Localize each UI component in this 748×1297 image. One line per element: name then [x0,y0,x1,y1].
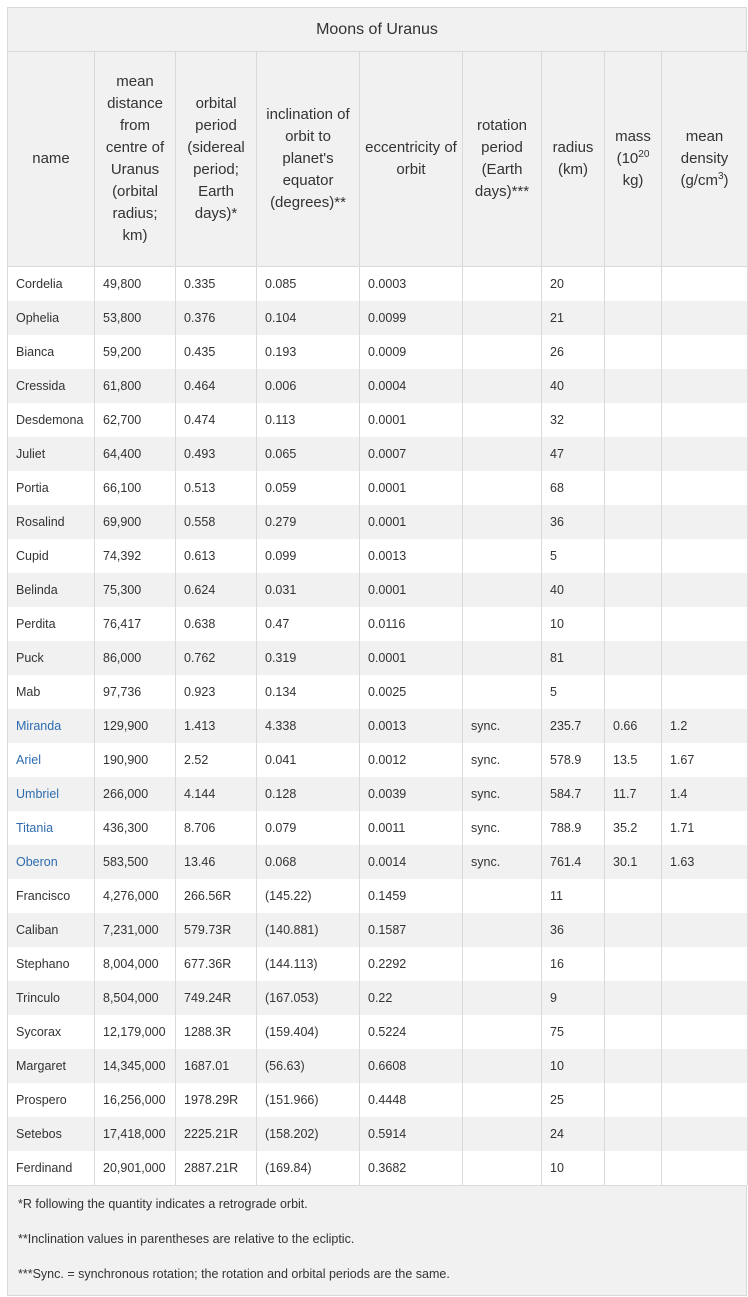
cell-rotation: sync. [463,709,542,743]
cell-mass [605,267,662,302]
cell-name: Portia [8,471,95,505]
table-row [8,777,748,811]
cell-rotation [463,1151,542,1185]
cell-name: Cordelia [8,267,95,302]
cell-inclination: 0.041 [257,743,360,777]
cell-radius: 40 [542,573,605,607]
cell-inclination: (169.84) [257,1151,360,1185]
cell-density [662,675,748,709]
cell-period: 677.36R [176,947,257,981]
cell-eccentricity: 0.0001 [360,403,463,437]
cell-period: 0.376 [176,301,257,335]
cell-radius: 26 [542,335,605,369]
cell-density [662,947,748,981]
cell-inclination: (167.053) [257,981,360,1015]
cell-period: 0.335 [176,267,257,302]
cell-distance: 64,400 [95,437,176,471]
cell-mass [605,573,662,607]
cell-radius: 5 [542,539,605,573]
cell-mass [605,913,662,947]
cell-eccentricity: 0.0025 [360,675,463,709]
cell-distance: 436,300 [95,811,176,845]
cell-eccentricity: 0.0007 [360,437,463,471]
table-row [8,539,748,573]
cell-name: Ophelia [8,301,95,335]
cell-density [662,335,748,369]
cell-density [662,879,748,913]
cell-density [662,539,748,573]
cell-eccentricity: 0.22 [360,981,463,1015]
header-rotation: rotation period (Earth days)*** [463,52,542,267]
cell-mass [605,505,662,539]
cell-distance: 8,504,000 [95,981,176,1015]
cell-radius: 10 [542,1049,605,1083]
cell-radius: 47 [542,437,605,471]
moon-link[interactable]: Oberon [8,845,95,879]
cell-name: Cupid [8,539,95,573]
cell-rotation: sync. [463,811,542,845]
cell-mass [605,1151,662,1185]
cell-name: Ferdinand [8,1151,95,1185]
cell-density [662,1049,748,1083]
cell-radius: 75 [542,1015,605,1049]
cell-distance: 7,231,000 [95,913,176,947]
cell-inclination: (151.966) [257,1083,360,1117]
cell-density [662,913,748,947]
moon-link[interactable]: Ariel [8,743,95,777]
cell-inclination: (158.202) [257,1117,360,1151]
cell-distance: 86,000 [95,641,176,675]
table-row [8,913,748,947]
cell-density [662,267,748,302]
table-row [8,811,748,845]
cell-radius: 578.9 [542,743,605,777]
header-distance: mean distance from centre of Uranus (orbital radius; km) [95,52,176,267]
cell-eccentricity: 0.0039 [360,777,463,811]
cell-name: Bianca [8,335,95,369]
cell-eccentricity: 0.0099 [360,301,463,335]
cell-distance: 61,800 [95,369,176,403]
cell-period: 749.24R [176,981,257,1015]
cell-period: 0.923 [176,675,257,709]
cell-rotation [463,505,542,539]
cell-period: 2.52 [176,743,257,777]
cell-period: 0.558 [176,505,257,539]
cell-distance: 14,345,000 [95,1049,176,1083]
table-row [8,845,748,879]
cell-distance: 76,417 [95,607,176,641]
cell-eccentricity: 0.0116 [360,607,463,641]
cell-rotation [463,1015,542,1049]
cell-density: 1.63 [662,845,748,879]
cell-distance: 12,179,000 [95,1015,176,1049]
cell-rotation [463,1117,542,1151]
table-row [8,573,748,607]
table-row [8,403,748,437]
cell-name: Francisco [8,879,95,913]
cell-period: 579.73R [176,913,257,947]
cell-rotation [463,267,542,302]
cell-mass [605,607,662,641]
cell-density: 1.4 [662,777,748,811]
cell-distance: 69,900 [95,505,176,539]
cell-mass: 30.1 [605,845,662,879]
cell-eccentricity: 0.3682 [360,1151,463,1185]
cell-mass [605,437,662,471]
cell-inclination: 0.068 [257,845,360,879]
cell-density: 1.2 [662,709,748,743]
table-row [8,981,748,1015]
table-row [8,1083,748,1117]
cell-rotation [463,437,542,471]
cell-eccentricity: 0.0009 [360,335,463,369]
cell-eccentricity: 0.0001 [360,505,463,539]
table-row [8,607,748,641]
cell-mass [605,1117,662,1151]
cell-inclination: 0.104 [257,301,360,335]
cell-rotation [463,607,542,641]
table-body [8,267,748,1186]
cell-radius: 9 [542,981,605,1015]
cell-density: 1.67 [662,743,748,777]
table-row [8,335,748,369]
cell-name: Cressida [8,369,95,403]
cell-period: 0.474 [176,403,257,437]
header-name: name [8,52,95,267]
cell-eccentricity: 0.0004 [360,369,463,403]
cell-mass: 11.7 [605,777,662,811]
table-row [8,743,748,777]
cell-density [662,607,748,641]
cell-radius: 11 [542,879,605,913]
header-eccentricity: eccentricity of orbit [360,52,463,267]
cell-rotation [463,301,542,335]
header-row [8,52,748,267]
cell-rotation [463,1049,542,1083]
cell-radius: 21 [542,301,605,335]
cell-density [662,1083,748,1117]
footnote-retrograde: *R following the quantity indicates a retrograde orbit. [18,1197,308,1211]
header-inclination: inclination of orbit to planet's equator (degrees)** [257,52,360,267]
cell-mass [605,947,662,981]
cell-period: 0.613 [176,539,257,573]
cell-period: 0.464 [176,369,257,403]
table-row [8,1151,748,1185]
cell-mass [605,369,662,403]
moons-table [7,51,748,1185]
cell-density [662,981,748,1015]
cell-eccentricity: 0.6608 [360,1049,463,1083]
cell-name: Perdita [8,607,95,641]
cell-rotation [463,539,542,573]
cell-eccentricity: 0.0012 [360,743,463,777]
cell-distance: 53,800 [95,301,176,335]
cell-eccentricity: 0.0013 [360,539,463,573]
cell-radius: 81 [542,641,605,675]
cell-distance: 20,901,000 [95,1151,176,1185]
table-row [8,709,748,743]
cell-name: Sycorax [8,1015,95,1049]
cell-period: 1.413 [176,709,257,743]
cell-radius: 10 [542,1151,605,1185]
cell-mass [605,675,662,709]
cell-period: 2887.21R [176,1151,257,1185]
cell-radius: 32 [542,403,605,437]
cell-radius: 10 [542,607,605,641]
cell-mass [605,403,662,437]
cell-eccentricity: 0.0013 [360,709,463,743]
cell-radius: 788.9 [542,811,605,845]
footnote-sync: ***Sync. = synchronous rotation; the rotation and orbital periods are the same. [18,1267,450,1281]
cell-density [662,505,748,539]
moon-link[interactable]: Titania [8,811,95,845]
cell-period: 13.46 [176,845,257,879]
cell-mass [605,1015,662,1049]
cell-radius: 40 [542,369,605,403]
table-row [8,641,748,675]
cell-mass [605,539,662,573]
cell-radius: 36 [542,913,605,947]
table-row [8,879,748,913]
cell-eccentricity: 0.4448 [360,1083,463,1117]
cell-period: 4.144 [176,777,257,811]
cell-mass: 0.66 [605,709,662,743]
cell-radius: 20 [542,267,605,302]
cell-inclination: 0.319 [257,641,360,675]
cell-distance: 59,200 [95,335,176,369]
table-row [8,1049,748,1083]
cell-distance: 8,004,000 [95,947,176,981]
cell-distance: 62,700 [95,403,176,437]
cell-period: 0.435 [176,335,257,369]
cell-rotation [463,641,542,675]
table-row [8,1117,748,1151]
cell-radius: 36 [542,505,605,539]
cell-radius: 68 [542,471,605,505]
table-row [8,301,748,335]
cell-distance: 583,500 [95,845,176,879]
cell-density: 1.71 [662,811,748,845]
cell-rotation [463,913,542,947]
cell-rotation [463,369,542,403]
cell-radius: 16 [542,947,605,981]
cell-rotation [463,879,542,913]
cell-period: 1288.3R [176,1015,257,1049]
cell-rotation: sync. [463,743,542,777]
cell-name: Puck [8,641,95,675]
cell-eccentricity: 0.0014 [360,845,463,879]
cell-rotation [463,335,542,369]
cell-period: 8.706 [176,811,257,845]
cell-radius: 761.4 [542,845,605,879]
cell-name: Trinculo [8,981,95,1015]
table-row [8,369,748,403]
table-row [8,267,748,302]
cell-density [662,403,748,437]
cell-density [662,369,748,403]
cell-distance: 16,256,000 [95,1083,176,1117]
cell-distance: 97,736 [95,675,176,709]
cell-period: 266.56R [176,879,257,913]
cell-density [662,1151,748,1185]
cell-density [662,471,748,505]
cell-inclination: (145.22) [257,879,360,913]
cell-mass [605,335,662,369]
cell-eccentricity: 0.2292 [360,947,463,981]
cell-mass [605,641,662,675]
cell-distance: 129,900 [95,709,176,743]
cell-inclination: 0.113 [257,403,360,437]
cell-inclination: 0.085 [257,267,360,302]
cell-name: Desdemona [8,403,95,437]
cell-rotation [463,403,542,437]
table-title: Moons of Uranus [7,7,747,51]
header-density: mean density $(g/cm^3)$ [662,52,748,267]
header-period: orbital period (sidereal period; Earth days)* [176,52,257,267]
cell-eccentricity: 0.0001 [360,641,463,675]
cell-inclination: 0.279 [257,505,360,539]
cell-eccentricity: 0.0011 [360,811,463,845]
moon-link[interactable]: Miranda [8,709,95,743]
header-mass: mass ($10^{20}$ kg) [605,52,662,267]
table-row [8,1015,748,1049]
cell-mass [605,1049,662,1083]
cell-period: 0.513 [176,471,257,505]
cell-period: 0.638 [176,607,257,641]
cell-mass [605,981,662,1015]
cell-radius: 235.7 [542,709,605,743]
cell-inclination: 0.079 [257,811,360,845]
header-radius: radius (km) [542,52,605,267]
cell-name: Margaret [8,1049,95,1083]
cell-eccentricity: 0.1459 [360,879,463,913]
cell-density [662,573,748,607]
cell-radius: 25 [542,1083,605,1117]
cell-name: Stephano [8,947,95,981]
cell-distance: 49,800 [95,267,176,302]
cell-rotation [463,947,542,981]
moons-table-container [7,7,747,1296]
cell-eccentricity: 0.0003 [360,267,463,302]
cell-eccentricity: 0.1587 [360,913,463,947]
cell-mass [605,879,662,913]
footnotes [7,1185,747,1296]
cell-radius: 24 [542,1117,605,1151]
footnote-inclination: **Inclination values in parentheses are relative to the ecliptic. [18,1232,355,1246]
cell-period: 0.762 [176,641,257,675]
cell-inclination: 0.099 [257,539,360,573]
cell-period: 1687.01 [176,1049,257,1083]
cell-period: 0.624 [176,573,257,607]
cell-rotation [463,1083,542,1117]
cell-distance: 17,418,000 [95,1117,176,1151]
cell-inclination: 0.006 [257,369,360,403]
cell-density [662,1015,748,1049]
cell-name: Mab [8,675,95,709]
cell-name: Rosalind [8,505,95,539]
cell-rotation [463,675,542,709]
cell-rotation [463,981,542,1015]
cell-density [662,1117,748,1151]
cell-inclination: 0.065 [257,437,360,471]
cell-inclination: (144.113) [257,947,360,981]
cell-rotation [463,573,542,607]
cell-mass: 35.2 [605,811,662,845]
cell-mass [605,1083,662,1117]
table-row [8,437,748,471]
cell-mass [605,471,662,505]
cell-density [662,437,748,471]
cell-name: Setebos [8,1117,95,1151]
cell-rotation [463,471,542,505]
cell-mass [605,301,662,335]
cell-distance: 190,900 [95,743,176,777]
cell-inclination: 4.338 [257,709,360,743]
cell-eccentricity: 0.5914 [360,1117,463,1151]
cell-distance: 66,100 [95,471,176,505]
cell-name: Prospero [8,1083,95,1117]
cell-density [662,301,748,335]
cell-period: 1978.29R [176,1083,257,1117]
cell-inclination: 0.031 [257,573,360,607]
table-row [8,471,748,505]
cell-eccentricity: 0.0001 [360,471,463,505]
cell-name: Belinda [8,573,95,607]
cell-inclination: 0.128 [257,777,360,811]
cell-inclination: (140.881) [257,913,360,947]
cell-mass: 13.5 [605,743,662,777]
table-row [8,947,748,981]
cell-inclination: 0.193 [257,335,360,369]
cell-rotation: sync. [463,777,542,811]
cell-eccentricity: 0.0001 [360,573,463,607]
table-row [8,505,748,539]
cell-density [662,641,748,675]
cell-inclination: 0.47 [257,607,360,641]
cell-inclination: (56.63) [257,1049,360,1083]
cell-inclination: 0.134 [257,675,360,709]
cell-inclination: 0.059 [257,471,360,505]
cell-radius: 584.7 [542,777,605,811]
cell-inclination: (159.404) [257,1015,360,1049]
cell-rotation: sync. [463,845,542,879]
cell-distance: 4,276,000 [95,879,176,913]
cell-period: 0.493 [176,437,257,471]
cell-distance: 266,000 [95,777,176,811]
cell-name: Juliet [8,437,95,471]
cell-period: 2225.21R [176,1117,257,1151]
cell-radius: 5 [542,675,605,709]
cell-eccentricity: 0.5224 [360,1015,463,1049]
table-row [8,675,748,709]
cell-name: Caliban [8,913,95,947]
cell-distance: 75,300 [95,573,176,607]
moon-link[interactable]: Umbriel [8,777,95,811]
cell-distance: 74,392 [95,539,176,573]
